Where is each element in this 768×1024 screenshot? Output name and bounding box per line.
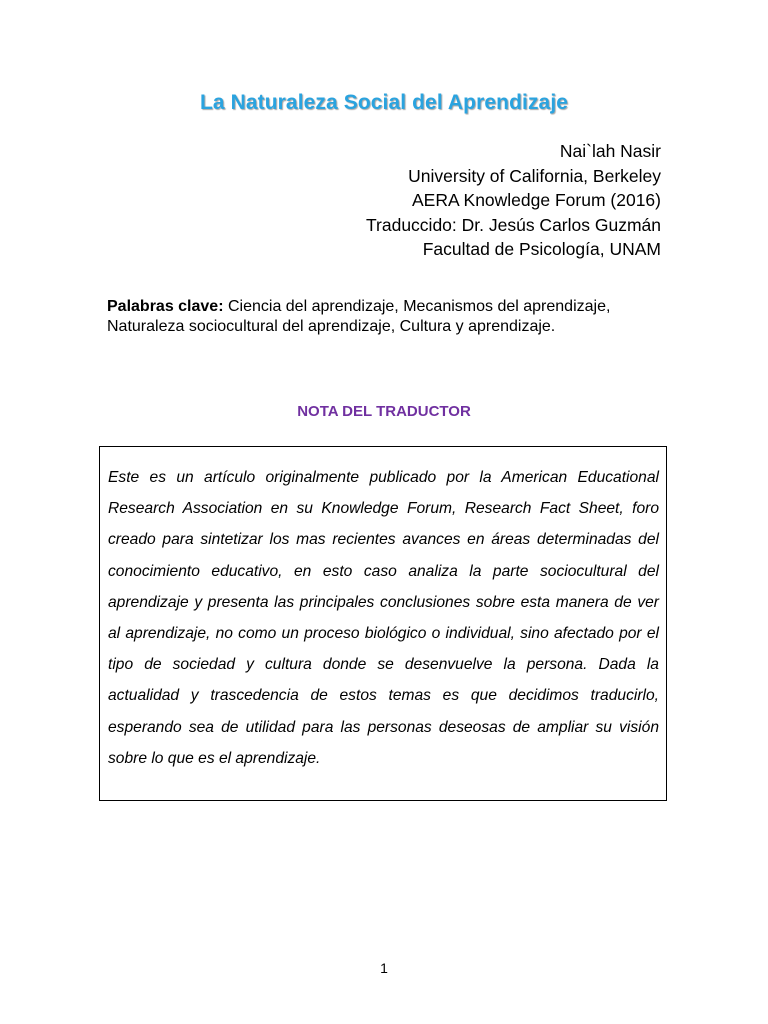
keywords-paragraph [107,297,667,337]
translator-note-box [99,446,667,801]
keywords-list-part-1: Ciencia del aprendizaje, Mecanismos del aprendizaje, [223,298,611,315]
translator-note-text: Este es un artículo originalmente publicado por la American Educational Research Association en su Knowledge Forum, Research Fact Sheet, foro creado para sintetizar los mas recientes avances en áreas determinadas del conocimiento educativo, en esto caso analiza la parte sociocultural del aprendizaje y presenta las principales conclusiones sobre esta manera de ver al aprendizaje, no como un proceso biológico o individual, sino afectado por el tipo de sociedad y cultura donde se desenvuelve la persona. Dada la actualidad y trascedencia de estos temas es que decidimos traducirlo, esperando sea de utilidad para las personas deseosas de ampliar su visión sobre lo que es el aprendizaje. [108,469,659,767]
keywords-label: Palabras clave: [107,298,224,315]
author-name: Nai`lah Nasir [559,141,661,161]
translator-note-heading: NOTA DEL TRADUCTOR [297,403,471,420]
author-affiliation: University of California, Berkeley [408,165,661,186]
document-title: La Naturaleza Social del Aprendizaje [199,91,569,114]
keywords-line-1 [107,297,667,317]
translator-affiliation: Facultad de Psicología, UNAM [422,239,661,259]
keywords-list-part-2: Naturaleza sociocultural del aprendizaje, Cultura y aprendizaje. [107,318,556,335]
author-block [366,139,661,262]
translator: Traduccido: Dr. Jesús Carlos Guzmán [365,214,661,235]
source-publication: AERA Knowledge Forum (2016) [411,190,661,210]
page-number: 1 [380,960,388,976]
